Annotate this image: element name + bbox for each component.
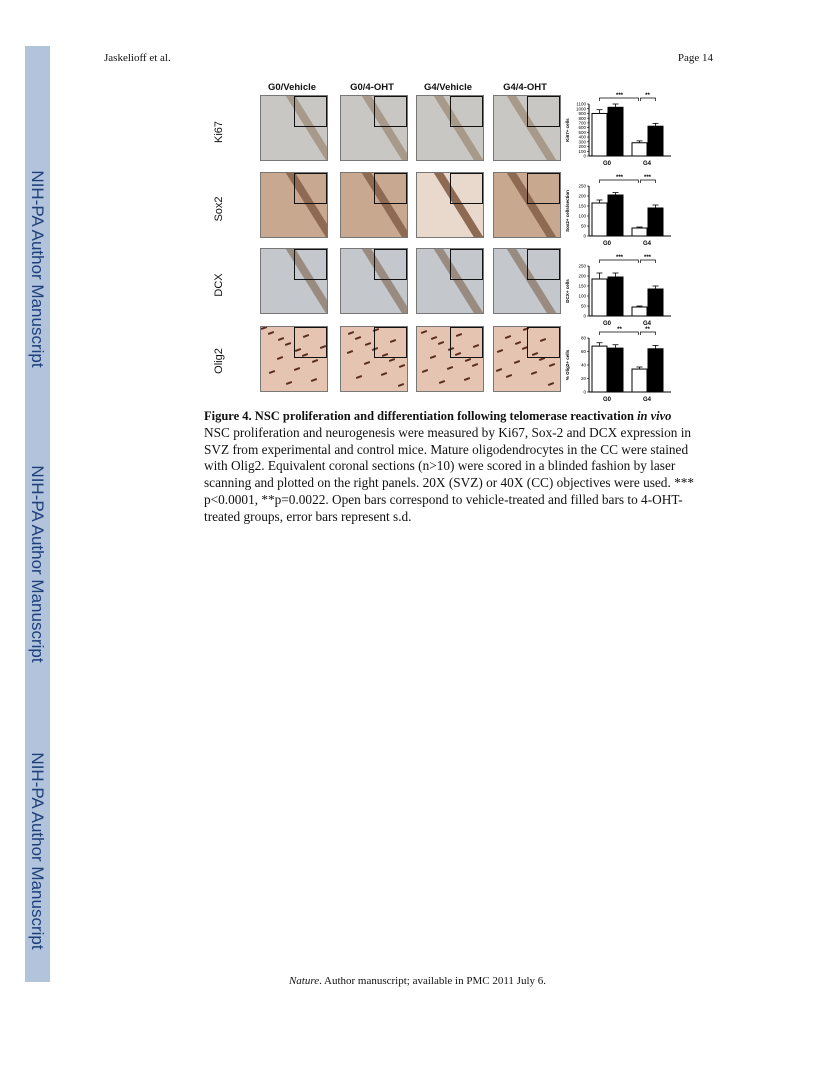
y-axis-label: % Olig2+ cells [565,349,570,381]
sidebar-watermark: NIH-PA Author Manuscript [28,465,47,663]
bar [648,349,663,392]
magnified-inset [374,96,407,127]
y-tick-label: 0 [583,313,586,319]
micrograph-panel [260,95,328,161]
y-tick-label: 800 [578,115,586,121]
significance-label: ** [617,327,622,333]
x-tick-label: G4 [642,161,652,167]
x-tick-label: G0 [602,321,612,327]
cell-speck [531,371,537,375]
y-tick-label: 0 [583,153,586,159]
y-tick-label: 200 [578,144,586,150]
magnified-inset [294,327,327,358]
magnified-inset [374,173,407,204]
y-tick-label: 40 [580,362,586,368]
cell-speck [364,361,370,365]
cell-speck [497,349,503,353]
bar [608,277,623,316]
cell-speck [465,358,471,362]
y-tick-label: 600 [578,125,586,131]
cell-speck [438,341,444,345]
cell-speck [347,350,353,354]
magnified-inset [374,327,407,358]
micrograph-panel [493,95,561,161]
cell-speck [278,337,284,341]
significance-label: *** [615,93,624,99]
y-tick-label: 0 [583,389,586,395]
bar [648,208,663,236]
figure-4 [205,78,675,408]
cell-speck [348,331,354,335]
y-tick-label: 80 [580,335,586,341]
footer-journal: Nature [288,975,320,987]
bar [632,143,647,156]
cell-speck [294,367,300,371]
y-tick-label: 60 [580,349,586,355]
magnified-inset [450,249,483,280]
significance-label: ** [645,327,650,333]
cell-speck [549,363,555,367]
row-label: Olig2 [213,348,225,374]
significance-label: *** [615,175,624,181]
nih-sidebar [25,46,50,982]
cell-speck [439,380,445,384]
column-header: G4/Vehicle [423,82,473,93]
cell-speck [515,341,521,345]
bar [648,126,663,156]
cell-speck [381,372,387,376]
cell-speck [496,368,502,372]
micrograph-panel [416,326,484,392]
y-tick-label: 100 [578,148,586,154]
y-tick-label: 400 [578,134,586,140]
magnified-inset [450,173,483,204]
bar [632,369,647,392]
x-tick-label: G0 [602,241,612,247]
significance-label: *** [643,255,652,261]
row-label: Ki67 [213,120,225,144]
caption-title-italic: in vivo [637,409,672,423]
micrograph-panel [493,248,561,314]
column-header: G0/Vehicle [267,82,317,93]
y-tick-label: 200 [578,193,586,199]
x-tick-label: G0 [602,161,612,167]
cell-speck [261,326,267,330]
cell-speck [431,336,437,340]
magnified-inset [294,173,327,204]
column-header: G4/4-OHT [503,82,547,93]
y-tick-label: 700 [578,120,586,126]
page-number: Page 14 [677,52,713,64]
cell-speck [421,330,427,334]
bar [648,289,663,316]
sidebar-watermark: NIH-PA Author Manuscript [28,170,47,368]
cell-speck [505,335,511,339]
magnified-inset [527,173,560,204]
cell-speck [311,378,317,382]
significance-label: ** [645,93,650,99]
footer-citation: . Author manuscript; available in PMC 2011 July 6. [319,975,547,987]
running-header-author: Jaskelioff et al. [104,52,171,64]
page-footer [0,975,835,987]
cell-speck [514,360,520,364]
y-axis-label: DCX+ cells [565,279,570,303]
cell-speck [285,342,291,346]
micrograph-panel [340,248,408,314]
magnified-inset [527,327,560,358]
cell-speck [399,364,405,368]
micrograph-panel [493,326,561,392]
bar [608,348,623,392]
significance-label: *** [615,255,624,261]
y-tick-label: 150 [578,203,586,209]
y-tick-label: 200 [578,273,586,279]
cell-speck [312,359,318,363]
bar [608,107,623,156]
cell-speck [447,366,453,370]
y-tick-label: 300 [578,139,586,145]
micrograph-panel [340,95,408,161]
caption-title: Figure 4. NSC proliferation and differentiation following telomerase reactivation [204,409,638,423]
cell-speck [422,369,428,373]
magnified-inset [450,327,483,358]
micrograph-panel [260,326,328,392]
ki67-bar-chart [563,92,675,172]
x-tick-label: G4 [642,321,652,327]
micrograph-panel [340,172,408,238]
cell-speck [268,331,274,335]
magnified-inset [294,96,327,127]
y-tick-label: 250 [578,263,586,269]
y-tick-label: 150 [578,283,586,289]
bar [632,307,647,316]
cell-speck [389,358,395,362]
micrograph-panel [416,172,484,238]
y-tick-label: 50 [580,223,586,229]
dcx-bar-chart [563,254,675,332]
caption-body: NSC proliferation and neurogenesis were measured by Ki67, Sox-2 and DCX expression in SVZ from experimental and control mice. Mature oligodendrocytes in the CC were stained with Olig2. Equivalent coronal sections (n>10) were scored in a blinded fashion by laser scanning and plotted on the right panels. 20X (SVZ) or 40X (CC) objectives were used. *** p<0.0001, **p=0.0022. Open bars correspond to vehicle-treated and filled bars to 4-OHT-treated groups, error bars represent s.d. [204,424,695,524]
olig2-bar-chart [563,326,675,408]
y-tick-label: 900 [578,111,586,117]
y-tick-label: 1100 [576,101,586,107]
y-tick-label: 20 [580,376,586,382]
row-label: Sox2 [213,196,225,222]
cell-speck [355,336,361,340]
magnified-inset [374,249,407,280]
y-axis-label: Sox2+ cells/section [565,190,570,232]
cell-speck [365,342,371,346]
x-tick-label: G4 [642,397,652,403]
magnified-inset [294,249,327,280]
significance-label: *** [643,175,652,181]
cell-speck [269,370,275,374]
micrograph-panel [416,95,484,161]
y-axis-label: Ki67+ cells [565,118,570,142]
bar [592,113,607,156]
bar [592,203,607,236]
row-label: DCX [213,273,225,297]
bar [632,228,647,236]
y-tick-label: 1000 [575,106,586,112]
sidebar-watermark: NIH-PA Author Manuscript [28,752,47,950]
micrograph-panel [260,172,328,238]
figure-caption [204,408,709,526]
y-tick-label: 250 [578,183,586,189]
cell-speck [277,356,283,360]
cell-speck [472,363,478,367]
micrograph-panel [340,326,408,392]
bar [608,195,623,236]
cell-speck [430,355,436,359]
cell-speck [464,377,470,381]
cell-speck [398,383,404,387]
magnified-inset [527,96,560,127]
micrograph-panel [260,248,328,314]
micrograph-panel [493,172,561,238]
bar [592,346,607,392]
y-tick-label: 0 [583,233,586,239]
y-tick-label: 100 [578,213,586,219]
magnified-inset [527,249,560,280]
column-header: G0/4-OHT [350,82,394,93]
cell-speck [506,374,512,378]
y-tick-label: 50 [580,303,586,309]
x-tick-label: G4 [642,241,652,247]
y-tick-label: 100 [578,293,586,299]
magnified-inset [450,96,483,127]
y-tick-label: 500 [578,129,586,135]
cell-speck [356,375,362,379]
bar [592,279,607,316]
cell-speck [548,382,554,386]
cell-speck [286,381,292,385]
sox2-bar-chart [563,174,675,252]
micrograph-panel [416,248,484,314]
x-tick-label: G0 [602,397,612,403]
